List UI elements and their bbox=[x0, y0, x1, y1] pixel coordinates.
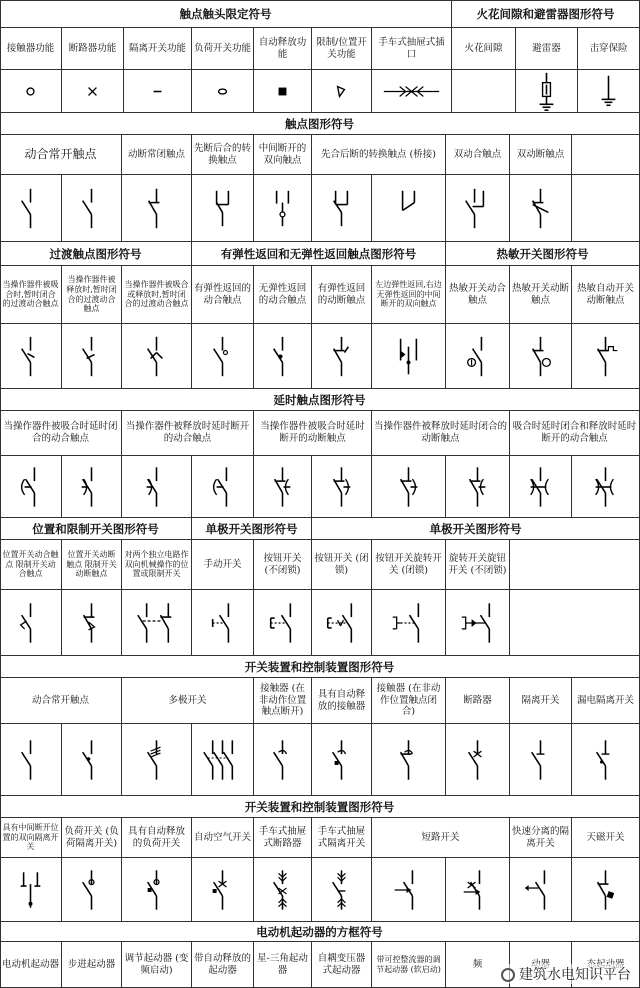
tr2-symbol bbox=[62, 324, 121, 389]
thermal-nc-icon bbox=[510, 324, 572, 389]
contactor-auto-symbol bbox=[312, 724, 371, 796]
dash-icon bbox=[124, 70, 192, 113]
fast-iso-symbol bbox=[510, 858, 571, 922]
contactor-nc-icon bbox=[372, 724, 446, 796]
changeover-symbol bbox=[192, 175, 253, 242]
contactor-nc-symbol bbox=[372, 724, 445, 796]
tr3-symbol bbox=[122, 324, 191, 389]
thermal-no-symbol bbox=[446, 324, 509, 389]
contactor-symbol bbox=[254, 724, 311, 796]
symbol-label: 动断常闭触点 bbox=[122, 135, 192, 175]
thermal-auto-icon bbox=[572, 324, 640, 389]
symbol-label: 按钮开关 (闭锁) bbox=[312, 540, 372, 590]
bridge-icon bbox=[312, 175, 372, 242]
section-header: 单极开关图形符号 bbox=[192, 518, 312, 540]
symbol-label: 天磁开关 bbox=[572, 818, 640, 858]
circle-symbol bbox=[0, 70, 61, 113]
load-auto-icon bbox=[122, 858, 192, 922]
isolator-symbol bbox=[510, 724, 571, 796]
symbol-label: 具有自动释放的接触器 bbox=[312, 678, 372, 724]
symbol-label: 中间断开的双向触点 bbox=[254, 135, 312, 175]
section-header: 触点图形符号 bbox=[0, 113, 640, 135]
symbol-label: 隔离开关 bbox=[510, 678, 572, 724]
symbol-label: 频 bbox=[446, 942, 510, 988]
symbol-label: 短路开关 bbox=[372, 818, 510, 858]
contactor-icon bbox=[254, 724, 312, 796]
symbol-label: 隔离开关功能 bbox=[124, 28, 192, 70]
triangle-symbol bbox=[312, 70, 371, 113]
no-symbol bbox=[0, 175, 61, 242]
section-header: 火花间隙和避雷器图形符号 bbox=[452, 0, 640, 28]
nc-icon bbox=[122, 175, 192, 242]
no-symbol bbox=[0, 724, 61, 796]
multi3-icon bbox=[192, 724, 254, 796]
load-auto-symbol bbox=[122, 858, 191, 922]
delay-d-symbol bbox=[312, 456, 371, 518]
pos-no-symbol bbox=[0, 590, 61, 656]
iso-2way-icon bbox=[0, 858, 62, 922]
delay-a-icon bbox=[0, 456, 62, 518]
section-header: 触点触头限定符号 bbox=[0, 0, 452, 28]
symbol-label: 热敏自动开关动断触点 bbox=[572, 266, 640, 324]
load-sw-symbol bbox=[62, 858, 121, 922]
spring-2way-symbol bbox=[372, 324, 445, 389]
pos-dual-icon bbox=[122, 590, 192, 656]
symbol-label: 有弹性返回的动合触点 bbox=[192, 266, 254, 324]
changeover-icon bbox=[192, 175, 254, 242]
symbol-label: 击穿保险 bbox=[578, 28, 640, 70]
delay-e-icon bbox=[572, 456, 640, 518]
no-icon bbox=[0, 724, 62, 796]
no-icon bbox=[0, 175, 62, 242]
symbol-label: 当操作器件被释放时延时闭合的动断触点 bbox=[372, 411, 510, 456]
short-sw-icon bbox=[372, 858, 446, 922]
circle-icon bbox=[0, 70, 62, 113]
symbol-label: 当操作器件被吸合时,暂时闭合的过渡动合触点 bbox=[0, 266, 62, 324]
contactor-auto-icon bbox=[312, 724, 372, 796]
pos-nc-symbol bbox=[62, 590, 121, 656]
symbol-label: 按钮开关旋转开关 (闭锁) bbox=[372, 540, 446, 590]
delay-b-symbol bbox=[62, 456, 121, 518]
delay-e-symbol bbox=[510, 456, 571, 518]
section-header: 开关装置和控制装置图形符号 bbox=[0, 796, 640, 818]
bridge2-icon bbox=[372, 175, 446, 242]
symbol-label: 手动开关 bbox=[192, 540, 254, 590]
symbol-label: 热敏开关动断触点 bbox=[510, 266, 572, 324]
no-icon bbox=[62, 175, 122, 242]
watermark-text: 建筑水电知识平台 bbox=[519, 967, 631, 983]
symbol-label: 限制/位置开关功能 bbox=[312, 28, 372, 70]
nc-symbol bbox=[122, 175, 191, 242]
symbol-label: 热敏开关动合触点 bbox=[446, 266, 510, 324]
delay-d-symbol bbox=[372, 456, 445, 518]
symbol-label: 电动机起动器 bbox=[0, 942, 62, 988]
leak-iso-icon bbox=[572, 724, 640, 796]
multi1-symbol bbox=[122, 724, 191, 796]
rotary-icon bbox=[372, 590, 446, 656]
symbol-label: 无弹性返回的动合触点 bbox=[254, 266, 312, 324]
symbol-label: 动合常开触点 bbox=[0, 135, 122, 175]
mag-sw-icon bbox=[572, 858, 640, 922]
arrester-symbol bbox=[516, 70, 577, 113]
twoway-symbol bbox=[254, 175, 311, 242]
cart-brk-symbol bbox=[254, 858, 311, 922]
ellipse-icon bbox=[192, 70, 254, 113]
thermal-auto-symbol bbox=[572, 324, 639, 389]
symbol-label: 双动合触点 bbox=[446, 135, 510, 175]
section-header: 热敏开关图形符号 bbox=[446, 242, 640, 266]
pos-dual-symbol bbox=[122, 590, 191, 656]
plug-icon bbox=[372, 70, 452, 113]
rotary-symbol bbox=[372, 590, 445, 656]
mag-sw-symbol bbox=[572, 858, 639, 922]
square-symbol bbox=[254, 70, 311, 113]
symbol-label: 火花间隙 bbox=[452, 28, 516, 70]
thermal-nc-symbol bbox=[510, 324, 571, 389]
symbol-label: 带可控整流器的调节起动器 (软启动) bbox=[372, 942, 446, 988]
delay-d-icon bbox=[372, 456, 446, 518]
cross-symbol bbox=[62, 70, 123, 113]
ellipse-symbol bbox=[192, 70, 253, 113]
symbol-label: 多极开关 bbox=[122, 678, 254, 724]
symbol-label: 旋转开关旋钮开关 (不闭锁) bbox=[446, 540, 510, 590]
delay-d-icon bbox=[312, 456, 372, 518]
delay-e-symbol bbox=[572, 456, 639, 518]
spring-no-symbol bbox=[192, 324, 253, 389]
section-header: 有弹性返回和无弹性返回触点图形符号 bbox=[192, 242, 446, 266]
symbol-label: 动合常开触点 bbox=[0, 678, 122, 724]
delay-c-symbol bbox=[446, 456, 509, 518]
delay-c-icon bbox=[254, 456, 312, 518]
tr1-symbol bbox=[0, 324, 61, 389]
push-symbol bbox=[254, 590, 311, 656]
symbol-label: 先合后断的转换触点 (桥接) bbox=[312, 135, 446, 175]
symbol-label: 当操作器件被吸合时延时断开的动断触点 bbox=[254, 411, 372, 456]
tr1-icon bbox=[0, 324, 62, 389]
thermal-no-icon bbox=[446, 324, 510, 389]
manual-icon bbox=[192, 590, 254, 656]
section-header: 开关装置和控制装置图形符号 bbox=[0, 656, 640, 678]
symbol-label: 当操作器件被吸合或释放时,暂时闭合的过渡动合触点 bbox=[122, 266, 192, 324]
tr3-icon bbox=[122, 324, 192, 389]
ground-symbol bbox=[578, 70, 639, 113]
section-header: 单极开关图形符号 bbox=[312, 518, 640, 540]
symbol-label: 吸合时延时闭合和释放时延时断开的动合触点 bbox=[510, 411, 640, 456]
bridge2-symbol bbox=[372, 175, 445, 242]
symbol-label: 快速分离的隔离开关 bbox=[510, 818, 572, 858]
bridge-symbol bbox=[312, 175, 371, 242]
symbol-label: 负荷开关功能 bbox=[192, 28, 254, 70]
symbol-label: 漏电隔离开关 bbox=[572, 678, 640, 724]
empty-symbol-cell bbox=[452, 70, 516, 113]
nospring-no-icon bbox=[254, 324, 312, 389]
symbol-label: 手车式抽屉式隔离开关 bbox=[312, 818, 372, 858]
symbol-label: 按钮开关 (不闭锁) bbox=[254, 540, 312, 590]
manual-symbol bbox=[192, 590, 253, 656]
symbol-label: 当操作器件被吸合时延时闭合的动合触点 bbox=[0, 411, 122, 456]
symbol-label: 手车式抽屉式插口 bbox=[372, 28, 452, 70]
symbol-label: 星-三角起动器 bbox=[254, 942, 312, 988]
delay-b-symbol bbox=[122, 456, 191, 518]
dbl-nc-icon bbox=[510, 175, 572, 242]
delay-a-symbol bbox=[0, 456, 61, 518]
symbol-label: 接触器 (在非动作位置触点闭合) bbox=[372, 678, 446, 724]
short-sw2-symbol bbox=[446, 858, 509, 922]
symbol-label: 具有中间断开位置的双向隔离开关 bbox=[0, 818, 62, 858]
symbol-label: 双动断触点 bbox=[510, 135, 572, 175]
symbol-label: 左边弹性返回,右边无弹性返回的中间断开的双向触点 bbox=[372, 266, 446, 324]
pos-no-icon bbox=[0, 590, 62, 656]
multi1-icon bbox=[122, 724, 192, 796]
watermark bbox=[498, 964, 634, 984]
symbol-label: 手车式抽屉式断路器 bbox=[254, 818, 312, 858]
ground-icon bbox=[578, 70, 640, 113]
cross-icon bbox=[62, 70, 124, 113]
rotary2-symbol bbox=[446, 590, 509, 656]
symbol-label: 对两个独立电路作双向机械操作的位置或限制开关 bbox=[122, 540, 192, 590]
spring-nc-symbol bbox=[312, 324, 371, 389]
square-icon bbox=[254, 70, 312, 113]
symbol-label: 自动空气开关 bbox=[192, 818, 254, 858]
symbol-label: 先断后合的转换触点 bbox=[192, 135, 254, 175]
tr2-icon bbox=[62, 324, 122, 389]
isolator-icon bbox=[510, 724, 572, 796]
air-sw-icon bbox=[192, 858, 254, 922]
nospring-no-symbol bbox=[254, 324, 311, 389]
symbol-label: 接触器 (在非动作位置触点断开) bbox=[254, 678, 312, 724]
empty-symbol-cell bbox=[510, 590, 640, 656]
symbol-label: 避雷器 bbox=[516, 28, 578, 70]
symbol-label bbox=[572, 135, 640, 175]
twoway-icon bbox=[254, 175, 312, 242]
symbol-label: 负荷开关 (负荷隔离开关) bbox=[62, 818, 122, 858]
symbol-label: 断路器功能 bbox=[62, 28, 124, 70]
no-dot-icon bbox=[62, 724, 122, 796]
push-icon bbox=[254, 590, 312, 656]
breaker-symbol bbox=[446, 724, 509, 796]
symbol-label: 自动释放功能 bbox=[254, 28, 312, 70]
symbol-label bbox=[510, 540, 640, 590]
section-header: 位置和限制开关图形符号 bbox=[0, 518, 192, 540]
symbol-label: 调节起动器 (变频启动) bbox=[122, 942, 192, 988]
spring-2way-icon bbox=[372, 324, 446, 389]
leak-iso-symbol bbox=[572, 724, 639, 796]
short-sw2-icon bbox=[446, 858, 510, 922]
delay-c-icon bbox=[446, 456, 510, 518]
delay-e-icon bbox=[510, 456, 572, 518]
section-header: 过渡触点图形符号 bbox=[0, 242, 192, 266]
symbol-label: 位置开关动断触点 限制开关动断触点 bbox=[62, 540, 122, 590]
symbol-label: 有弹性返回的动断触点 bbox=[312, 266, 372, 324]
arrester-icon bbox=[516, 70, 578, 113]
air-sw-symbol bbox=[192, 858, 253, 922]
fast-iso-icon bbox=[510, 858, 572, 922]
dash-symbol bbox=[124, 70, 191, 113]
triangle-icon bbox=[312, 70, 372, 113]
short-sw-symbol bbox=[372, 858, 445, 922]
symbol-label: 当操作器件被释放时,暂时闭合的过渡动合触点 bbox=[62, 266, 122, 324]
load-sw-icon bbox=[62, 858, 122, 922]
cart-iso-icon bbox=[312, 858, 372, 922]
delay-b-icon bbox=[122, 456, 192, 518]
delay-a-icon bbox=[192, 456, 254, 518]
iso-2way-symbol bbox=[0, 858, 61, 922]
delay-a-symbol bbox=[192, 456, 253, 518]
plug-symbol bbox=[372, 70, 451, 113]
symbol-label: 接触器功能 bbox=[0, 28, 62, 70]
no-dot-symbol bbox=[62, 724, 121, 796]
spring-nc-icon bbox=[312, 324, 372, 389]
spring-no-icon bbox=[192, 324, 254, 389]
dbl-nc-symbol bbox=[510, 175, 571, 242]
symbol-label: 具有自动释放的负荷开关 bbox=[122, 818, 192, 858]
symbol-label: 带自动释放的起动器 bbox=[192, 942, 254, 988]
symbol-label: 当操作器件被释放时延时断开的动合触点 bbox=[122, 411, 254, 456]
rotary2-icon bbox=[446, 590, 510, 656]
delay-c-symbol bbox=[254, 456, 311, 518]
dbl-no-symbol bbox=[446, 175, 509, 242]
no-symbol bbox=[62, 175, 121, 242]
cart-brk-icon bbox=[254, 858, 312, 922]
push-lock-icon bbox=[312, 590, 372, 656]
breaker-icon bbox=[446, 724, 510, 796]
cart-iso-symbol bbox=[312, 858, 371, 922]
push-lock-symbol bbox=[312, 590, 371, 656]
delay-b-icon bbox=[62, 456, 122, 518]
section-header: 电动机起动器的方框符号 bbox=[0, 922, 640, 942]
symbol-label: 断路器 bbox=[446, 678, 510, 724]
symbol-label: 自耦变压器式起动器 bbox=[312, 942, 372, 988]
wechat-logo-icon bbox=[501, 968, 515, 982]
symbol-label: 位置开关动合触点 限制开关动合触点 bbox=[0, 540, 62, 590]
empty-symbol-cell bbox=[572, 175, 640, 242]
section-header: 延时触点图形符号 bbox=[0, 389, 640, 411]
symbol-label: 步进起动器 bbox=[62, 942, 122, 988]
multi3-symbol bbox=[192, 724, 253, 796]
dbl-no-icon bbox=[446, 175, 510, 242]
pos-nc-icon bbox=[62, 590, 122, 656]
